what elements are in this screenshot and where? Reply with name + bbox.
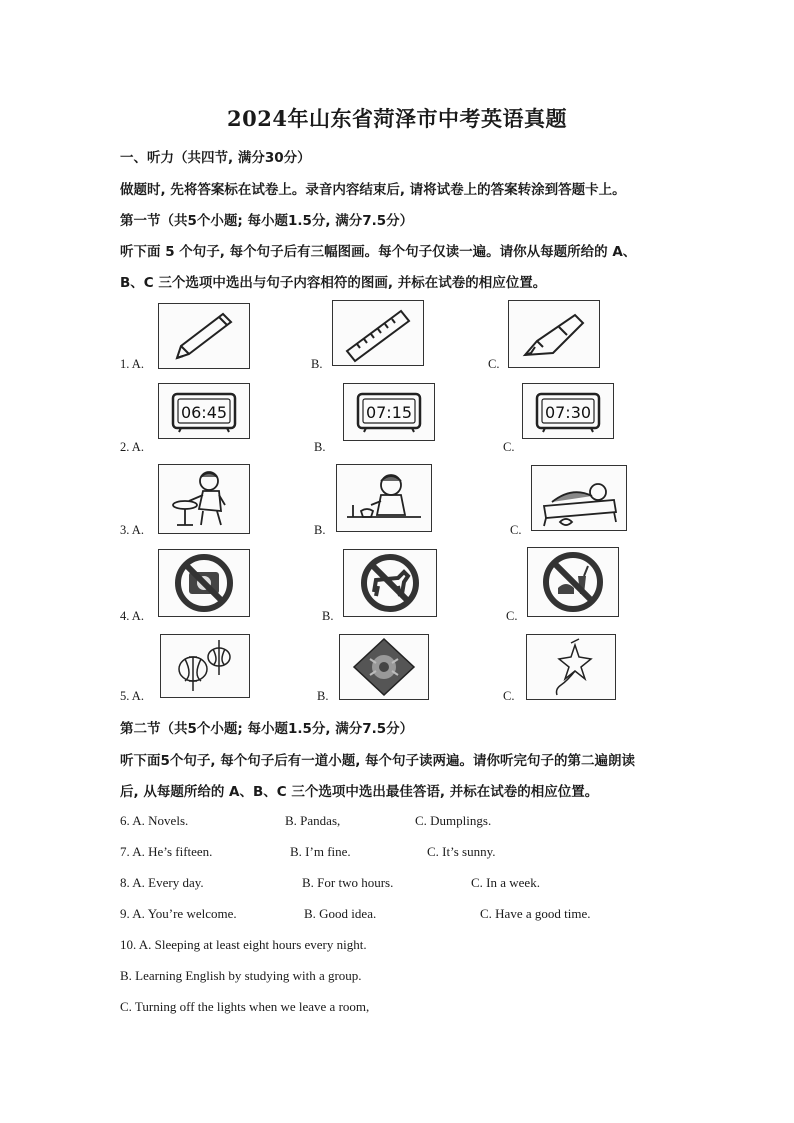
clock-c — [522, 383, 614, 439]
no-food-drink-icon — [527, 547, 619, 617]
section1-desc-line1: 听下面 5 个句子, 每个句子后有三幅图画。每个句子仅读一遍。请你从每题所给的 A、 — [120, 244, 637, 260]
q7-option-c: C. It’s sunny. — [427, 844, 496, 859]
q8-option-a: 8. A. Every day. — [120, 875, 204, 890]
no-camera-icon — [158, 549, 250, 617]
q6-option-a: 6. A. Novels. — [120, 813, 189, 828]
section2-desc-line1: 听下面5个句子, 每个句子后有一道小题, 每个句子读两遍。请你听完句子的第二遍朗读 — [120, 753, 636, 769]
boy-eating-icon — [336, 464, 432, 532]
section2-desc-line2: 后, 从每题所给的 A、B、C 三个选项中选出最佳答语, 并标在试卷的相应位置。 — [120, 784, 599, 800]
section2-heading: 第二节（共5个小题; 每小题1.5分, 满分7.5分） — [120, 721, 414, 737]
section1-heading: 第一节（共5个小题; 每小题1.5分, 满分7.5分） — [120, 213, 414, 229]
clock-b — [343, 383, 435, 441]
q7-option-b: B. I’m fine. — [290, 844, 351, 859]
q1-option-a-label: 1. A. — [120, 357, 144, 371]
boy-sleeping-icon — [531, 465, 627, 531]
part1-heading: 一、听力（共四节, 满分30分） — [120, 150, 311, 166]
q10-option-c: C. Turning off the lights when we leave a room, — [120, 999, 370, 1014]
q10-option-a: 10. A. Sleeping at least eight hours every night. — [120, 937, 367, 952]
q7-option-a: 7. A. He’s fifteen. — [120, 844, 213, 859]
lanterns-icon — [160, 634, 250, 698]
instruction-text: 做题时, 先将答案标在试卷上。录音内容结束后, 请将试卷上的答案转涂到答题卡上。 — [120, 182, 626, 198]
q9-option-c: C. Have a good time. — [480, 906, 591, 921]
q1-option-b-label: B. — [311, 357, 323, 371]
q6-option-c: C. Dumplings. — [415, 813, 492, 828]
q9-option-a: 9. A. You’re welcome. — [120, 906, 237, 921]
q3-option-a-label: 3. A. — [120, 523, 144, 537]
q4-option-a-label: 4. A. — [120, 609, 144, 623]
section1-desc-line2: B、C 三个选项中选出与句子内容相符的图画, 并标在试卷的相应位置。 — [120, 275, 547, 291]
q5-option-a-label: 5. A. — [120, 689, 144, 703]
q2-option-b-label: B. — [314, 440, 326, 454]
q8-option-b: B. For two hours. — [302, 875, 394, 890]
fountain-pen-icon — [508, 300, 600, 368]
ruler-icon — [332, 300, 424, 366]
clock-a — [158, 383, 250, 439]
q10-option-b: B. Learning English by studying with a group. — [120, 968, 362, 983]
clock-c-time: 07:30 — [544, 403, 592, 422]
clock-b-time: 07:15 — [365, 403, 413, 422]
no-dogs-icon — [343, 549, 437, 617]
kite-icon — [526, 634, 616, 700]
paper-cutting-icon — [339, 634, 429, 700]
q5-option-c-label: C. — [503, 689, 515, 703]
boy-washing-icon — [158, 464, 250, 534]
q4-option-c-label: C. — [506, 609, 518, 623]
pencil-icon — [158, 303, 250, 369]
q6-option-b: B. Pandas, — [285, 813, 341, 828]
q2-option-a-label: 2. A. — [120, 440, 144, 454]
q2-option-c-label: C. — [503, 440, 515, 454]
q4-option-b-label: B. — [322, 609, 334, 623]
q3-option-b-label: B. — [314, 523, 326, 537]
page-title: 2024年山东省菏泽市中考英语真题 — [227, 106, 567, 131]
q1-option-c-label: C. — [488, 357, 500, 371]
q3-option-c-label: C. — [510, 523, 522, 537]
q8-option-c: C. In a week. — [471, 875, 540, 890]
clock-a-time: 06:45 — [180, 403, 228, 422]
q5-option-b-label: B. — [317, 689, 329, 703]
q9-option-b: B. Good idea. — [304, 906, 377, 921]
